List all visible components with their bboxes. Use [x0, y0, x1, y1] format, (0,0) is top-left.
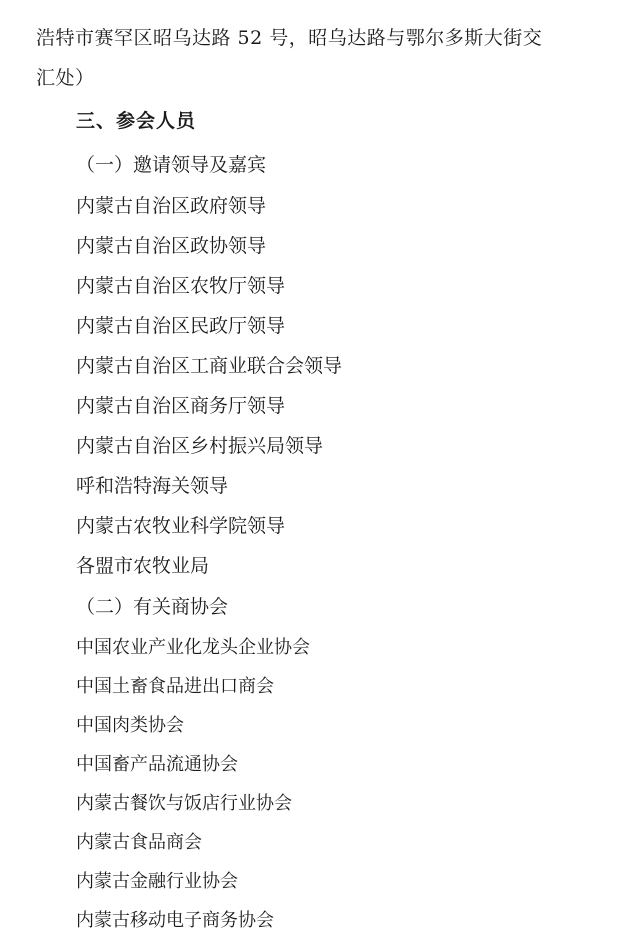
subsection-associations — [36, 586, 587, 940]
list-item: 内蒙古自治区工商业联合会领导 — [76, 355, 343, 377]
list-item: 中国肉类协会 — [76, 715, 184, 736]
section-heading: 三、参会人员 — [76, 110, 197, 132]
list-item: 内蒙古自治区政协领导 — [76, 235, 267, 257]
list-item: 内蒙古食品商会 — [76, 832, 202, 853]
list-item: 内蒙古餐饮与饭店行业协会 — [76, 793, 292, 814]
paragraph-line: 汇处） — [36, 67, 95, 89]
list-item: 呼和浩特海关领导 — [76, 475, 229, 497]
subsection-invited-leaders — [36, 144, 587, 586]
list-item: 中国土畜食品进出口商会 — [76, 676, 274, 697]
list-item: 内蒙古自治区商务厅领导 — [76, 395, 286, 417]
list-item: 内蒙古自治区乡村振兴局领导 — [76, 435, 324, 457]
subsection-title: （一）邀请领导及嘉宾 — [76, 154, 267, 176]
list-item: 内蒙古自治区政府领导 — [76, 195, 267, 217]
list-item: 内蒙古金融行业协会 — [76, 871, 238, 892]
list-item: 中国农业产业化龙头企业协会 — [76, 637, 310, 658]
continued-paragraph — [36, 18, 587, 98]
list-item: 内蒙古农牧业科学院领导 — [76, 515, 286, 537]
list-item: 内蒙古自治区民政厅领导 — [76, 315, 286, 337]
list-item: 中国畜产品流通协会 — [76, 754, 238, 775]
subsection-title: （二）有关商协会 — [76, 596, 229, 618]
list-item: 内蒙古移动电子商务协会 — [76, 910, 274, 931]
list-item: 内蒙古自治区农牧厅领导 — [76, 275, 286, 297]
list-item: 各盟市农牧业局 — [76, 555, 210, 577]
paragraph-line: 浩特市赛罕区昭乌达路 52 号，昭乌达路与鄂尔多斯大街交 — [36, 27, 543, 49]
